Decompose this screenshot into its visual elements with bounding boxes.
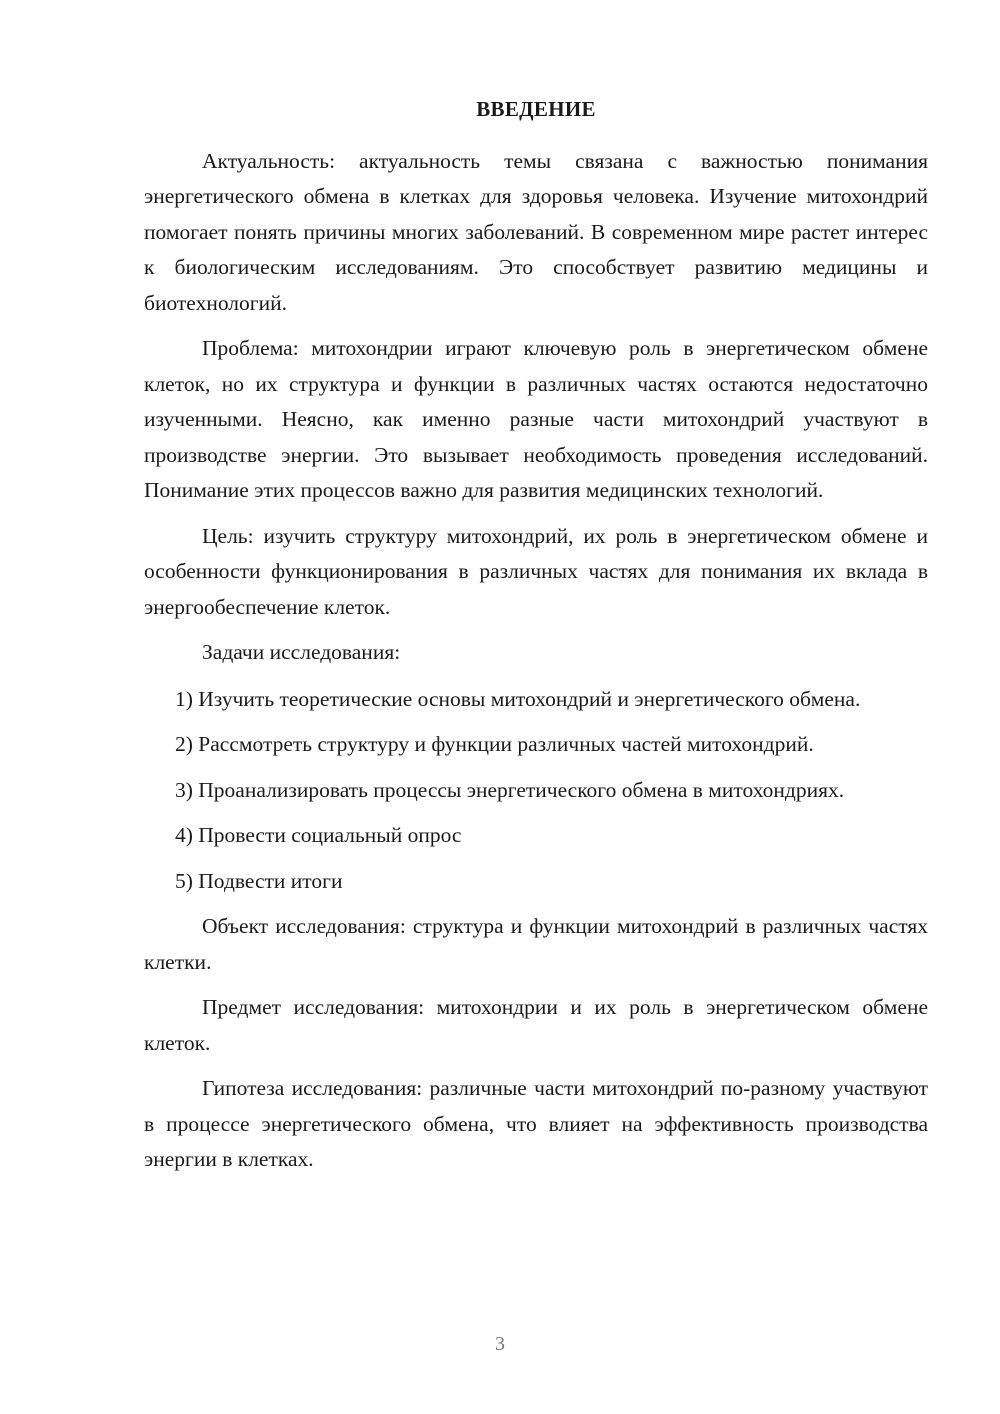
section-title: ВВЕДЕНИЕ [476, 97, 596, 121]
tasks-heading: Задачи исследования: [202, 640, 401, 664]
paragraph-hypothesis: Гипотеза исследования: различные части митохондрий по-разному участвуют в процессе энергетического обмена, что влияет на эффективность производства энергии в клетках. [144, 1076, 928, 1171]
page-number: 3 [495, 1333, 505, 1355]
paragraph-goal: Цель: изучить структуру митохондрий, их роль в энергетическом обмене и особенности функционирования в различных частях для понимания их вклада в энергообеспечение клеток. [144, 523, 928, 619]
paragraph-problem: Проблема: митохондрии играют ключевую роль в энергетическом обмене клеток, но их структура и функции в различных частях остаются недостаточно изученными. Неясно, как именно разные части митохондрий участвуют в производстве энергии. Это вызывает необходимость проведения исследований. Понимание этих процессов важно для развития медицинских технологий. [144, 336, 928, 502]
task-item: 4) Провести социальный опрос [175, 823, 462, 847]
task-item: 3) Проанализировать процессы энергетического обмена в митохондриях. [175, 777, 845, 802]
paragraph-subject: Предмет исследования: митохондрии и их роль в энергетическом обмене клеток. [144, 995, 928, 1055]
paragraph-relevance: Актуальность: актуальность темы связана с важностью понимания энергетического обмена в клетках для здоровья человека. Изучение митохондрий помогает понять причины многих заболеваний. В современном мире растет интерес к биологическим исследованиям. Это способствует развитию медицины и биотехнологий. [144, 148, 928, 315]
task-item: 2) Рассмотреть структуру и функции различных частей митохондрий. [175, 732, 814, 756]
document-page [144, 92, 928, 1188]
task-item: 1) Изучить теоретические основы митохондрий и энергетического обмена. [175, 686, 861, 711]
paragraph-object: Объект исследования: структура и функции митохондрий в различных частях клетки. [144, 914, 928, 974]
task-item: 5) Подвести итоги [175, 868, 343, 893]
